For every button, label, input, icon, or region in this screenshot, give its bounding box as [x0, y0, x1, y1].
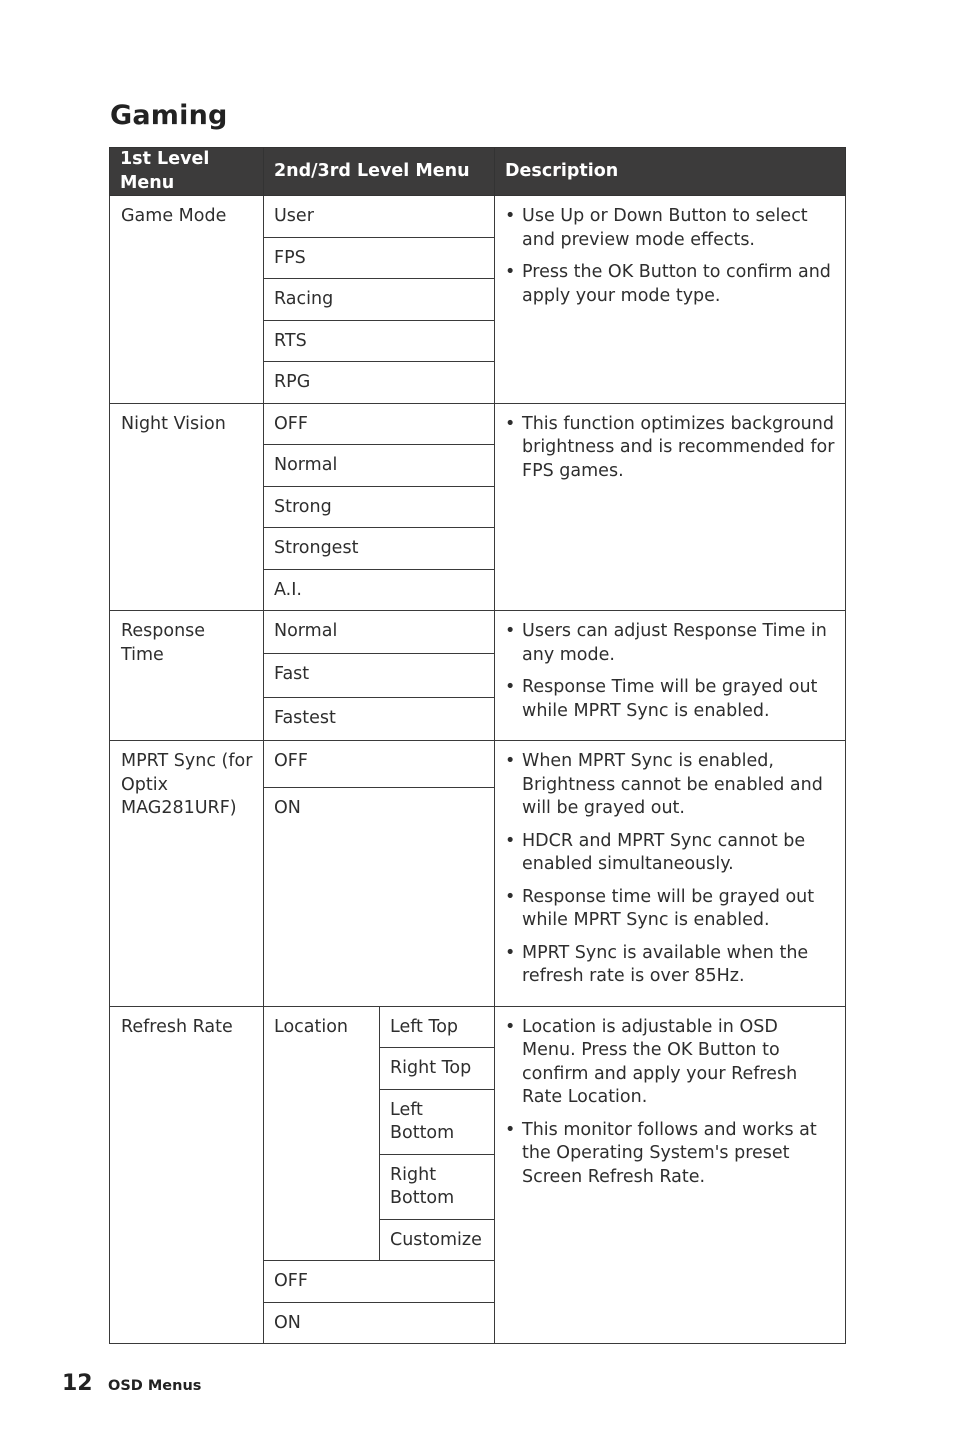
- bullet-text: • Response time will be grayed out while MPRT Sync is enabled.: [505, 886, 835, 933]
- header-second-level: 2nd/3rd Level Menu: [264, 148, 495, 196]
- page-number: 12: [62, 1371, 93, 1396]
- desc-response-time: [495, 611, 846, 741]
- option-normal: Normal: [264, 611, 495, 654]
- bullet-text: • Response Time will be grayed out while MPRT Sync is enabled.: [505, 676, 835, 723]
- bullet-text: • When MPRT Sync is enabled, Brightness cannot be enabled and will be grayed out.: [505, 750, 835, 821]
- option-fastest: Fastest: [264, 697, 495, 740]
- option-customize: Customize: [380, 1219, 495, 1261]
- option-off: OFF: [264, 403, 495, 445]
- menu-night-vision: Night Vision: [110, 403, 264, 611]
- menu-game-mode: Game Mode: [110, 196, 264, 404]
- submenu-location: Location: [264, 1006, 380, 1261]
- bullet-text: • Location is adjustable in OSD Menu. Press the OK Button to confirm and apply your Refresh Rate Location.: [505, 1016, 835, 1110]
- desc-refresh-rate: [495, 1006, 846, 1344]
- option-user: User: [264, 196, 495, 238]
- desc-game-mode: [495, 196, 846, 404]
- option-left-top: Left Top: [380, 1006, 495, 1048]
- osd-gaming-table: [109, 147, 846, 1344]
- bullet-text: • Press the OK Button to confirm and apply your mode type.: [505, 261, 835, 308]
- header-description: Description: [495, 148, 846, 196]
- desc-night-vision: [495, 403, 846, 611]
- option-rts: RTS: [264, 320, 495, 362]
- table-row: [110, 1006, 846, 1048]
- bullet-text: • This monitor follows and works at the Operating System's preset Screen Refresh Rate.: [505, 1119, 835, 1190]
- option-off: OFF: [264, 741, 495, 788]
- bullet-text: • Users can adjust Response Time in any mode.: [505, 620, 835, 667]
- header-first-level: 1st Level Menu: [110, 148, 264, 196]
- option-strongest: Strongest: [264, 528, 495, 570]
- table-row: [110, 403, 846, 445]
- menu-refresh-rate: Refresh Rate: [110, 1006, 264, 1344]
- bullet-text: • This function optimizes background brightness and is recommended for FPS games.: [505, 413, 835, 484]
- page-title: Gaming: [110, 100, 228, 131]
- option-off: OFF: [264, 1261, 495, 1303]
- bullet-text: • Use Up or Down Button to select and preview mode effects.: [505, 205, 835, 252]
- option-left-bottom: Left Bottom: [380, 1089, 495, 1154]
- table-row: [110, 741, 846, 788]
- option-on: ON: [264, 1302, 495, 1344]
- option-ai: A.I.: [264, 569, 495, 611]
- menu-response-time: Response Time: [110, 611, 264, 741]
- option-normal: Normal: [264, 445, 495, 487]
- menu-mprt-sync: MPRT Sync (for Optix MAG281URF): [110, 741, 264, 1007]
- bullet-text: • HDCR and MPRT Sync cannot be enabled simultaneously.: [505, 830, 835, 877]
- option-right-top: Right Top: [380, 1048, 495, 1090]
- bullet-text: • MPRT Sync is available when the refresh rate is over 85Hz.: [505, 942, 835, 989]
- option-on: ON: [264, 788, 495, 1006]
- option-racing: Racing: [264, 279, 495, 321]
- option-fps: FPS: [264, 237, 495, 279]
- option-strong: Strong: [264, 486, 495, 528]
- footer-section-label: OSD Menus: [108, 1378, 202, 1394]
- desc-mprt-sync: [495, 741, 846, 1007]
- table-row: [110, 611, 846, 654]
- option-rpg: RPG: [264, 362, 495, 404]
- table-row: [110, 196, 846, 238]
- option-fast: Fast: [264, 654, 495, 697]
- option-right-bottom: Right Bottom: [380, 1154, 495, 1219]
- table-header-row: [110, 148, 846, 196]
